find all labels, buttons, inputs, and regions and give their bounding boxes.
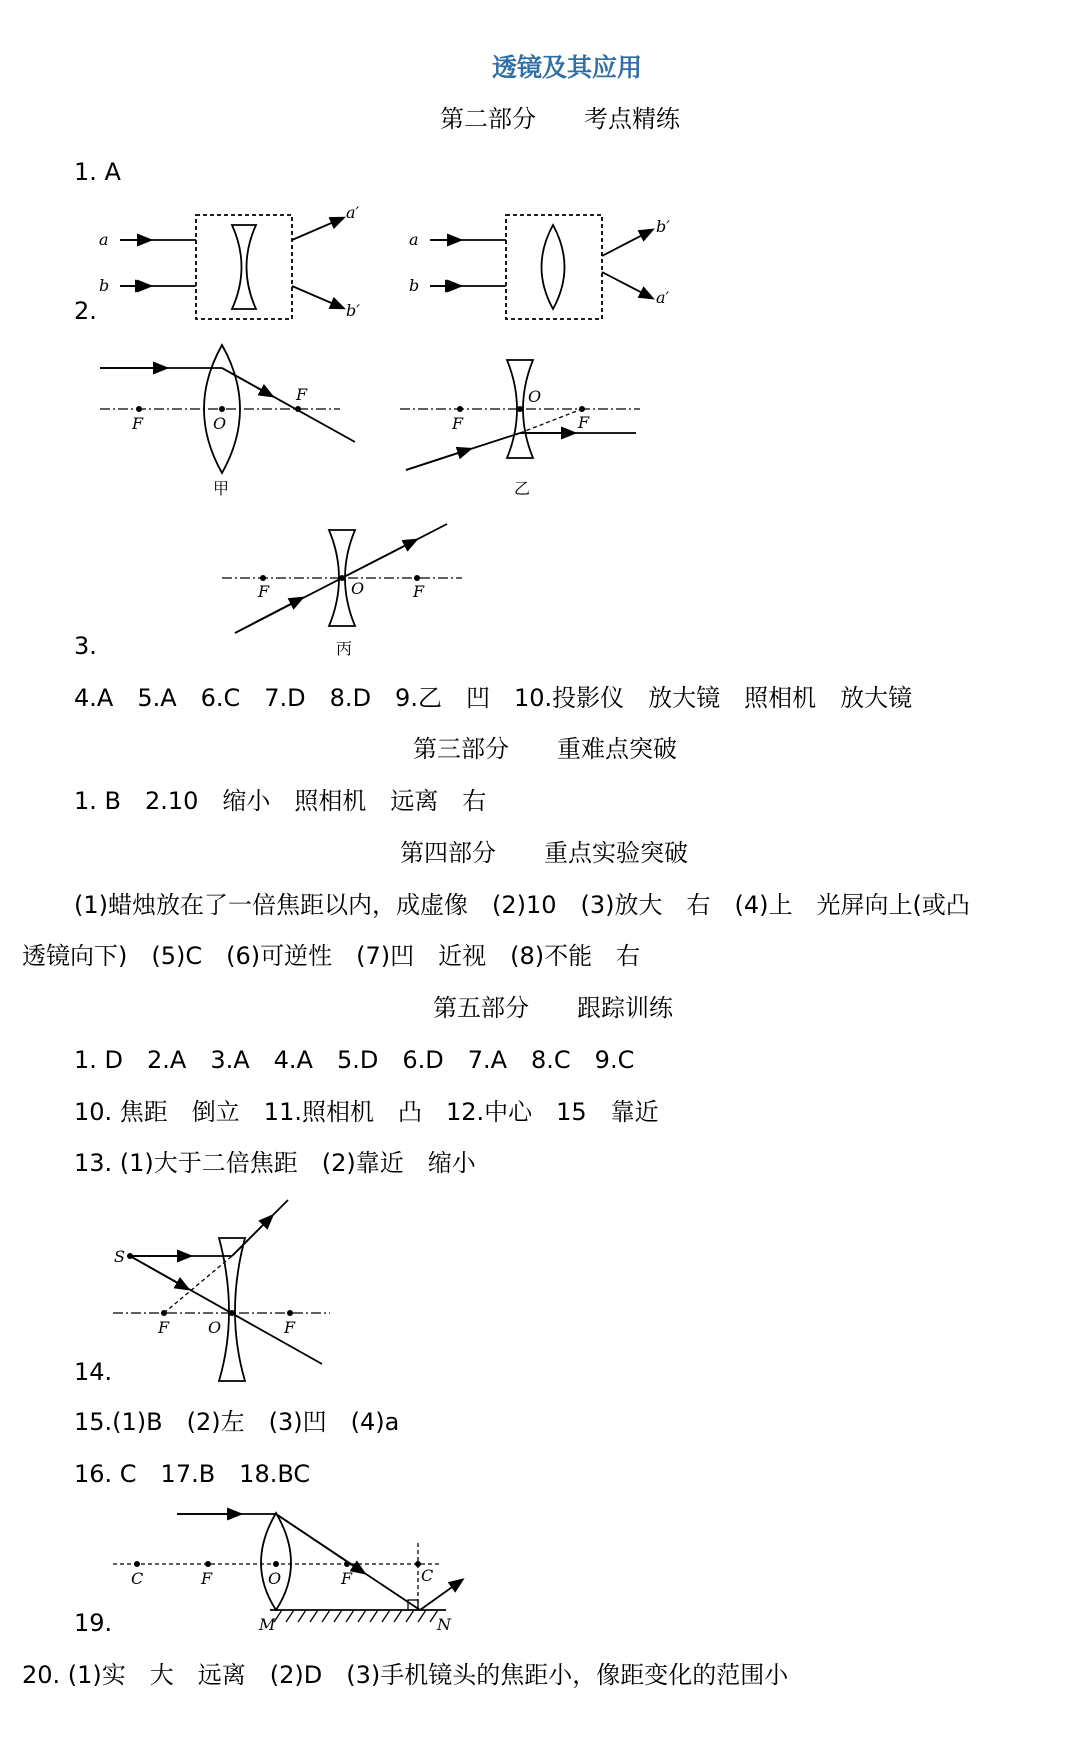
answer-5-20: 20. (1)实 大 远离 (2)D (3)手机镜头的焦距小，像距变化的范围小 [22,1661,789,1689]
label-b-prime-2: b′ [656,217,670,236]
page-title: 透镜及其应用 [492,53,643,82]
q14-figure [113,1200,330,1381]
label-a-2: a [409,230,419,249]
label-a: a [99,230,109,249]
answer-5-15: 15.(1)B (2)左 (3)凹 (4)a [74,1408,400,1436]
answer-3-1-2: 1. B 2.10 缩小 照相机 远离 右 [74,787,487,815]
answer-5-14-label: 14. [74,1358,113,1386]
q3-yi-figure [400,360,640,470]
label-F: F [284,1318,296,1337]
label-C: C [421,1566,434,1585]
label-F: F [452,414,464,433]
label-bing: 丙 [336,639,353,658]
label-F: F [341,1569,353,1588]
label-C: C [131,1569,144,1588]
answer-5-19-label: 19. [74,1609,113,1637]
q2-dashed-box-left [196,215,292,319]
concave-lens-icon [232,225,256,309]
label-b-2: b [409,276,420,295]
mirror-hatching [274,1610,438,1622]
answer-2-1: 1. A [74,158,121,186]
label-S: S [114,1247,125,1266]
label-F: F [201,1569,213,1588]
section-5-heading: 第五部分 跟踪训练 [433,994,673,1022]
answer-2-4-10: 4.A 5.A 6.C 7.D 8.D 9.乙 凹 10.投影仪 放大镜 照相机 放大镜 [74,684,913,712]
label-yi: 乙 [514,479,531,498]
label-O: O [213,414,227,433]
section-3-heading: 第三部分 重难点突破 [413,735,677,763]
convex-lens-icon [542,225,565,309]
answer-2-3-label: 3. [74,632,97,660]
answer-5-1-9: 1. D 2.A 3.A 4.A 5.D 6.D 7.A 8.C 9.C [74,1046,635,1074]
label-a-prime-2: a′ [656,288,670,307]
label-F: F [158,1318,170,1337]
q19-figure [113,1513,462,1622]
answer-2-2-label: 2. [74,297,97,325]
label-F: F [296,385,308,404]
label-b-prime: b′ [346,301,360,320]
concave-lens-icon [219,1238,245,1381]
label-F: F [258,582,270,601]
q2-concave-box-figure [120,215,343,319]
label-jia: 甲 [213,479,230,498]
q2-convex-box-figure [430,215,652,319]
label-N: N [437,1615,451,1634]
label-F: F [578,413,590,432]
label-b: b [99,276,110,295]
label-M: M [259,1615,276,1634]
label-O: O [208,1318,222,1337]
section-2-heading: 第二部分 考点精练 [440,105,680,133]
answer-4-line1: (1)蜡烛放在了一倍焦距以内，成虚像 (2)10 (3)放大 右 (4)上 光屏向上(或凸 [74,891,970,919]
answer-4-line2: 透镜向下) (5)C (6)可逆性 (7)凹 近视 (8)不能 右 [22,942,641,970]
label-F: F [132,414,144,433]
label-a-prime: a′ [346,203,360,222]
section-4-heading: 第四部分 重点实验突破 [400,839,688,867]
q2-dashed-box-right [506,215,602,319]
answer-5-16-18: 16. C 17.B 18.BC [74,1460,311,1488]
answer-5-10-12: 10. 焦距 倒立 11.照相机 凸 12.中心 15 靠近 [74,1098,659,1126]
label-F: F [413,582,425,601]
label-O: O [351,579,365,598]
label-O: O [528,387,542,406]
label-O: O [268,1569,282,1588]
answer-5-13: 13. (1)大于二倍焦距 (2)靠近 缩小 [74,1149,476,1177]
